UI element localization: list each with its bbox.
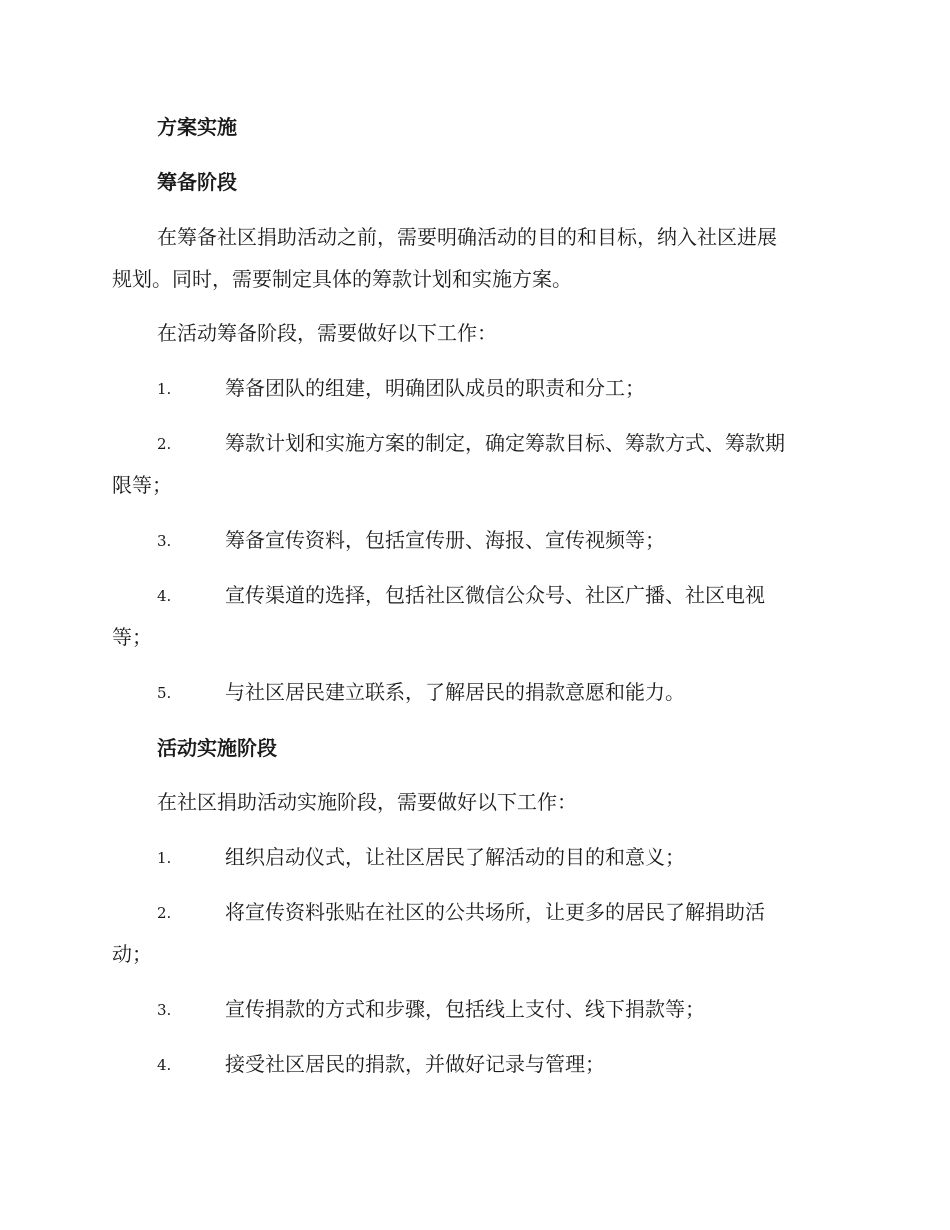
impl-heading: 活动实施阶段: [157, 736, 277, 760]
list-text: 接受社区居民的捐款，并做好记录与管理；: [225, 1052, 605, 1076]
list-text: 筹款计划和实施方案的制定，确定筹款目标、筹款方式、筹款期: [225, 431, 785, 455]
prep-intro: 在活动筹备阶段，需要做好以下工作：: [157, 321, 497, 345]
list-text: 宣传捐款的方式和步骤，包括线上支付、线下捐款等；: [225, 997, 705, 1021]
prep-heading: 筹备阶段: [157, 170, 237, 194]
section-title: 方案实施: [157, 115, 237, 139]
list-text-continued: 等；: [112, 625, 152, 649]
list-text: 筹备团队的组建，明确团队成员的职责和分工；: [225, 376, 645, 400]
list-text: 将宣传资料张贴在社区的公共场所，让更多的居民了解捐助活: [225, 900, 765, 924]
list-number: 5.: [157, 684, 172, 702]
list-number: 3.: [157, 1001, 172, 1019]
list-number: 2.: [157, 435, 172, 453]
prep-paragraph-line2: 规划。同时，需要制定具体的筹款计划和实施方案。: [112, 267, 572, 291]
list-number: 1.: [157, 849, 172, 867]
list-text: 组织启动仪式，让社区居民了解活动的目的和意义；: [225, 845, 685, 869]
list-number: 4.: [157, 1056, 172, 1074]
list-number: 1.: [157, 380, 172, 398]
list-text: 与社区居民建立联系，了解居民的捐款意愿和能力。: [225, 680, 685, 704]
list-text-continued: 动；: [112, 942, 152, 966]
list-number: 3.: [157, 532, 172, 550]
prep-paragraph-line1: 在筹备社区捐助活动之前，需要明确活动的目的和目标，纳入社区进展: [157, 225, 777, 249]
list-text-continued: 限等；: [112, 473, 172, 497]
list-text: 宣传渠道的选择，包括社区微信公众号、社区广播、社区电视: [225, 583, 765, 607]
list-text: 筹备宣传资料，包括宣传册、海报、宣传视频等；: [225, 528, 665, 552]
impl-intro: 在社区捐助活动实施阶段，需要做好以下工作：: [157, 790, 577, 814]
list-number: 2.: [157, 904, 172, 922]
list-number: 4.: [157, 587, 172, 605]
